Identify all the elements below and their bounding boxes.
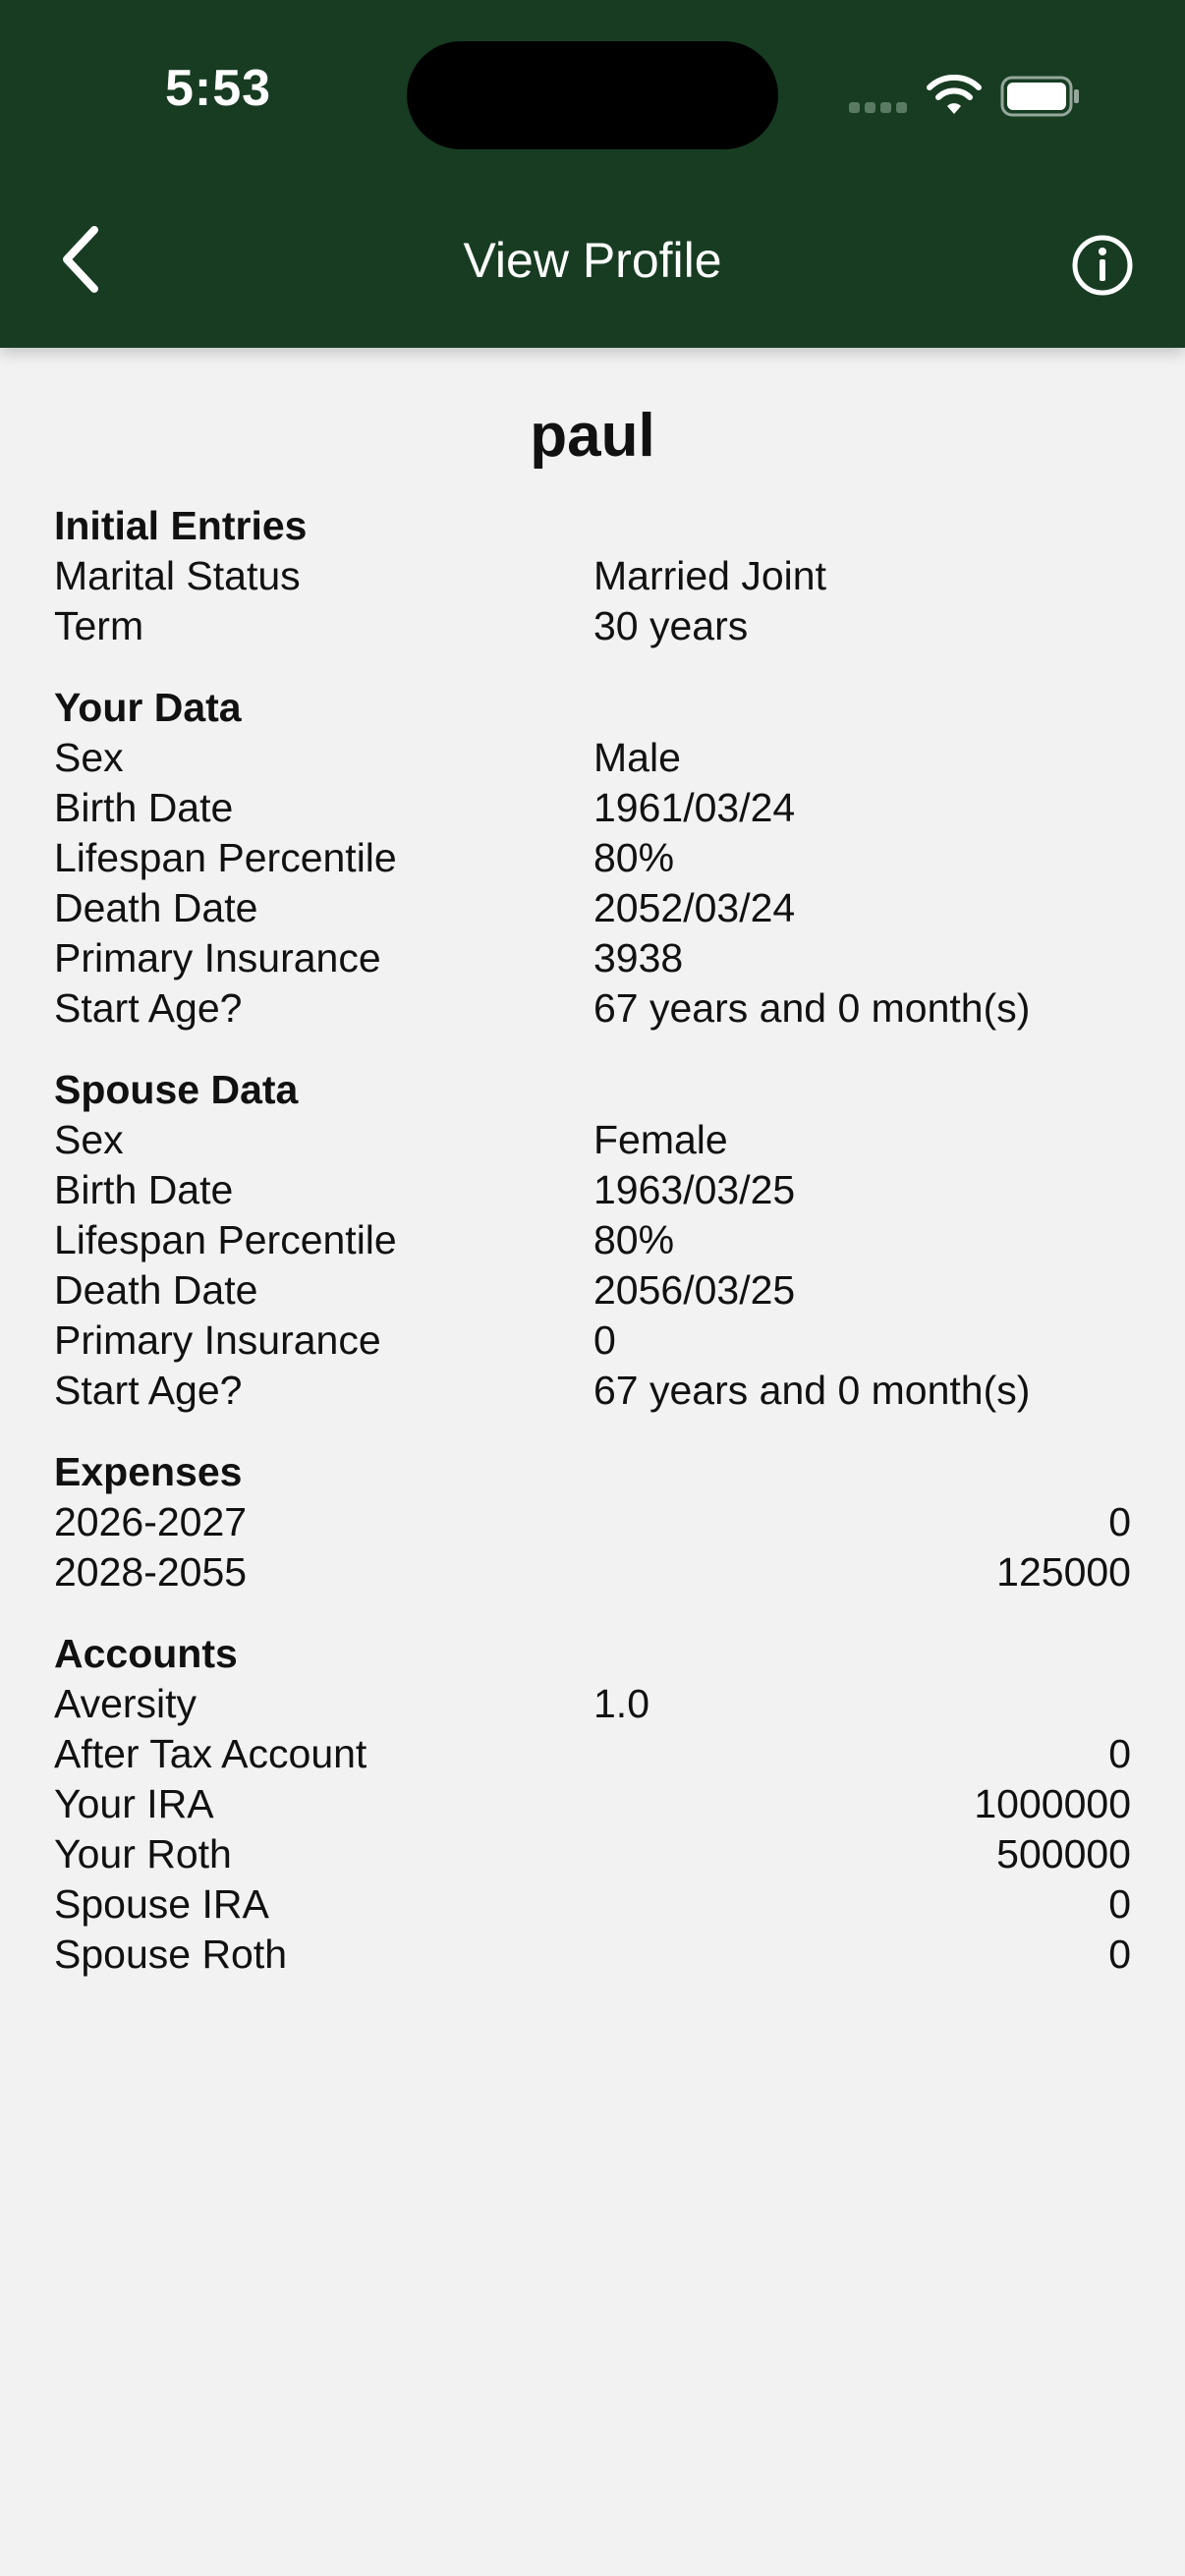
aversity-row [54,1679,1131,1729]
dynamic-island [407,41,778,149]
row-value: 1000000 [974,1781,1131,1826]
row-value: 500000 [996,1831,1131,1876]
your-roth-row [54,1829,1131,1879]
section-title: Expenses [54,1449,243,1494]
row-label: 2028-2055 [54,1549,248,1595]
row-label: Start Age? [54,985,243,1031]
row-label: Lifespan Percentile [54,1217,397,1262]
row-value: 67 years and 0 month(s) [593,1368,1031,1413]
row-value: 0 [1108,1731,1131,1776]
app-header [0,0,1185,348]
row-value: Married Joint [593,553,826,598]
section-title: Accounts [54,1631,238,1676]
primary-insurance-row [54,1316,1131,1366]
row-value: 1963/03/25 [593,1167,796,1212]
term-row [54,601,1131,651]
profile-details [54,501,1131,2011]
row-value: 3938 [593,935,684,980]
row-value: 0 [1108,1499,1131,1544]
row-label: Aversity [54,1681,198,1726]
row-label: Birth Date [54,785,234,830]
sex-row [54,733,1131,783]
row-label: Primary Insurance [54,935,381,980]
row-value: Male [593,735,681,780]
row-value: 125000 [996,1549,1131,1595]
wifi-icon [926,75,983,118]
row-value: 1961/03/24 [593,785,796,830]
profile-name: paul [530,402,655,470]
row-label: After Tax Account [54,1731,367,1776]
battery-icon [1000,76,1081,117]
row-value: Female [593,1117,728,1162]
marital-status-row [54,551,1131,601]
your-ira-row [54,1779,1131,1829]
death-date-row [54,1265,1131,1316]
after-tax-account-row [54,1729,1131,1779]
row-label: Lifespan Percentile [54,835,397,880]
info-button[interactable] [1071,234,1134,297]
spouse-data-section [54,1065,1131,1416]
row-label: Marital Status [54,553,301,598]
row-label: Primary Insurance [54,1317,381,1363]
row-value: 0 [1108,1932,1131,1977]
section-title: Spouse Data [54,1067,299,1112]
start-age-row [54,1366,1131,1416]
row-value: 0 [1108,1881,1131,1927]
lifespan-percentile-row [54,1215,1131,1265]
birth-date-row [54,1165,1131,1215]
cellular-signal-icon [849,102,908,114]
row-label: Sex [54,1117,124,1162]
page-title: View Profile [463,233,722,288]
row-label: Birth Date [54,1167,234,1212]
row-label: 2026-2027 [54,1499,248,1544]
row-label: Your IRA [54,1781,214,1826]
row-label: Death Date [54,1267,258,1313]
death-date-row [54,883,1131,933]
spouse-roth-row [54,1930,1131,1980]
section-title: Your Data [54,685,242,730]
expense-row [54,1547,1131,1597]
expenses-section [54,1447,1131,1597]
accounts-section [54,1629,1131,1980]
initial-entries-section [54,501,1131,651]
row-label: Sex [54,735,124,780]
row-value: 1.0 [593,1681,649,1726]
back-button[interactable] [51,218,114,301]
row-value: 80% [593,1217,675,1262]
sex-row [54,1115,1131,1165]
row-label: Spouse IRA [54,1881,269,1927]
row-label: Term [54,603,144,648]
row-label: Spouse Roth [54,1932,288,1977]
lifespan-percentile-row [54,833,1131,883]
section-title: Initial Entries [54,503,308,548]
your-data-section [54,683,1131,1034]
birth-date-row [54,783,1131,833]
row-value: 80% [593,835,675,880]
row-value: 30 years [593,603,749,648]
row-value: 2052/03/24 [593,885,796,930]
status-bar-time: 5:53 [164,60,272,117]
row-label: Start Age? [54,1368,243,1413]
row-label: Death Date [54,885,258,930]
primary-insurance-row [54,933,1131,983]
row-value: 67 years and 0 month(s) [593,985,1031,1031]
expense-row [54,1497,1131,1547]
row-value: 0 [593,1317,616,1363]
spouse-ira-row [54,1879,1131,1930]
row-value: 2056/03/25 [593,1267,796,1313]
start-age-row [54,983,1131,1034]
row-label: Your Roth [54,1831,232,1876]
